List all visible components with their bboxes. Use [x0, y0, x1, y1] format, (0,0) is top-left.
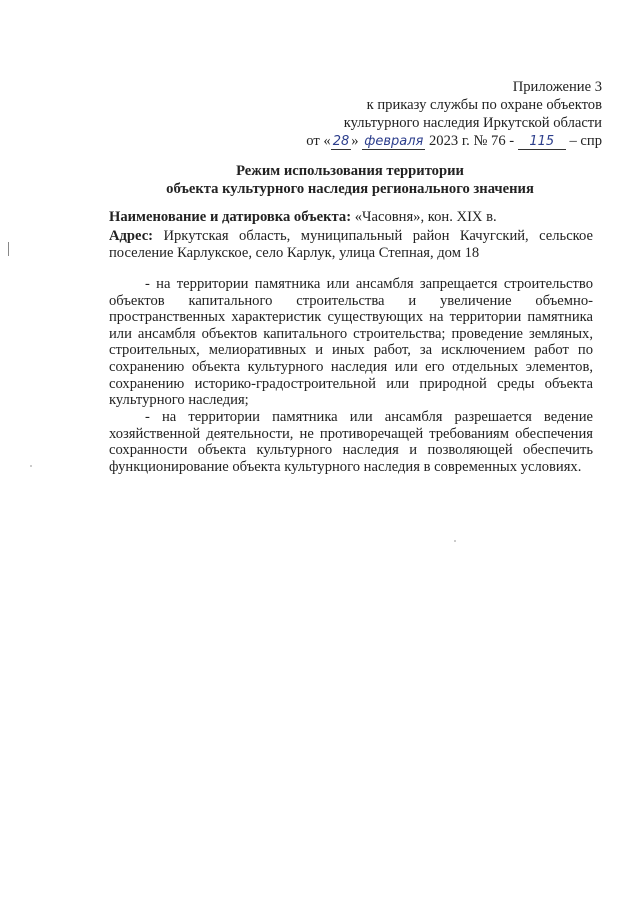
- object-name: [109, 208, 593, 226]
- object-name-label: Наименование и датировка объекта:: [109, 209, 352, 225]
- order-suffix: – спр: [569, 133, 602, 149]
- title-line-2: объекта культурного наследия регионального значения: [166, 181, 534, 197]
- object-address: [109, 228, 593, 262]
- object-name-value: «Часовня», кон. XIX в.: [354, 209, 497, 225]
- title-line-1: Режим использования территории: [236, 163, 464, 179]
- order-date-line: [306, 132, 602, 150]
- appendix-number: Приложение 3: [512, 79, 602, 95]
- scan-speck: [454, 540, 456, 542]
- heritage-service: культурного наследия Иркутской области: [343, 115, 602, 131]
- margin-mark: [8, 242, 9, 256]
- handwritten-order-number: 115: [518, 134, 566, 150]
- prohibition-paragraph: - на территории памятника или ансамбля запрещается строительство объектов капитального строительства и увеличение объемно-пространственных характеристик существующих на территории памятника или ансамбля объектов капитального строительства; проведение земляных, строительных, мелиоративных и иных работ, за исключением работ по сохранению объекта культурного наследия или его отдельных элементов, сохранению историко-градостроительной или природной среды объекта культурного наследия;: [109, 276, 593, 409]
- scan-speck: [30, 465, 32, 467]
- address-label: Адрес:: [109, 228, 154, 244]
- appendix-header: [306, 78, 602, 150]
- date-day-suffix: »: [351, 133, 359, 149]
- permission-paragraph: - на территории памятника или ансамбля разрешается ведение хозяйственной деятельности, не противоречащей требованиям обеспечения сохранности объекта культурного наследия и позволяющей обеспечить функционирование объекта культурного наследия в современных условиях.: [109, 409, 593, 475]
- document-title: [100, 162, 600, 198]
- handwritten-day: 28: [332, 134, 350, 149]
- address-value: Иркутская область, муниципальный район Качугский, сельское поселение Карлукское, село Карлук, улица Степная, дом 18: [109, 228, 593, 261]
- handwritten-month: февраля: [364, 134, 424, 149]
- year-and-number-prefix: 2023 г. № 76 -: [429, 133, 515, 149]
- order-reference: к приказу службы по охране объектов: [366, 97, 602, 113]
- date-prefix: от «: [306, 133, 331, 149]
